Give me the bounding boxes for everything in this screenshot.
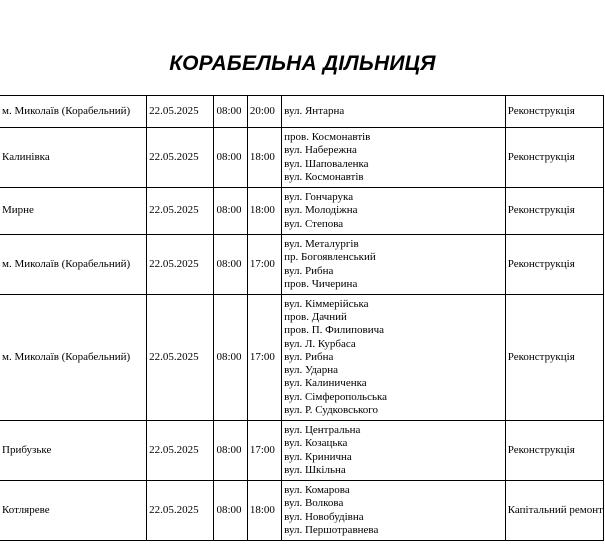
settlement-cell: Калинівка	[0, 128, 147, 188]
street-item: пров. Космонавтів	[284, 131, 371, 144]
date-cell: 22.05.2025	[147, 421, 214, 481]
street-item: вул. Рибна	[284, 264, 334, 277]
table-row	[0, 295, 604, 421]
date-cell: 22.05.2025	[147, 295, 214, 421]
streets-cell	[282, 295, 506, 421]
street-item: вул. Шаповаленка	[284, 157, 369, 170]
streets-cell	[282, 481, 506, 541]
end-time-cell: 18:00	[247, 188, 281, 235]
schedule-table	[0, 95, 604, 541]
end-time-cell: 20:00	[247, 96, 281, 128]
streets-cell	[282, 188, 506, 235]
street-item: вул. Волкова	[284, 497, 344, 510]
work-type-cell: Реконструкція	[505, 235, 603, 295]
table-row	[0, 481, 604, 541]
start-time-cell: 08:00	[214, 188, 247, 235]
end-time-cell: 17:00	[247, 295, 281, 421]
table-row	[0, 188, 604, 235]
streets-cell	[282, 235, 506, 295]
start-time-cell: 08:00	[214, 295, 247, 421]
table-row	[0, 235, 604, 295]
street-item: вул. Новобудівна	[284, 510, 364, 523]
settlement-cell: Прибузьке	[0, 421, 147, 481]
table-row	[0, 96, 604, 128]
street-item: вул. Металургів	[284, 238, 359, 251]
street-item: вул. Кіммерійська	[284, 298, 369, 311]
settlement-cell: м. Миколаїв (Корабельний)	[0, 96, 147, 128]
street-item: вул. Козацька	[284, 437, 348, 450]
start-time-cell: 08:00	[214, 128, 247, 188]
start-time-cell: 08:00	[214, 96, 247, 128]
street-item: вул. Л. Курбаса	[284, 337, 356, 350]
street-item: вул. Ударна	[284, 364, 338, 377]
street-item: вул. Першотравнева	[284, 523, 379, 536]
street-item: вул. Сімферопольська	[284, 390, 388, 403]
work-type-cell: Реконструкція	[505, 188, 603, 235]
date-cell: 22.05.2025	[147, 235, 214, 295]
streets-cell	[282, 96, 506, 128]
street-item: пров. Дачний	[284, 311, 347, 324]
street-item: вул. Центральна	[284, 424, 361, 437]
street-item: вул. Шкільна	[284, 463, 346, 476]
settlement-cell: Котляреве	[0, 481, 147, 541]
start-time-cell: 08:00	[214, 235, 247, 295]
work-type-cell: Реконструкція	[505, 295, 603, 421]
date-cell: 22.05.2025	[147, 481, 214, 541]
street-item: вул. Космонавтів	[284, 170, 364, 183]
date-cell: 22.05.2025	[147, 128, 214, 188]
work-type-cell: Капітальний ремонт	[505, 481, 603, 541]
start-time-cell: 08:00	[214, 421, 247, 481]
street-item: вул. Комарова	[284, 484, 350, 497]
street-item: вул. Набережна	[284, 144, 357, 157]
date-cell: 22.05.2025	[147, 96, 214, 128]
street-item: пр. Богоявленський	[284, 251, 376, 264]
street-item: вул. Кринична	[284, 450, 352, 463]
start-time-cell: 08:00	[214, 481, 247, 541]
street-item: вул. Гончарука	[284, 191, 354, 204]
settlement-cell: м. Миколаїв (Корабельний)	[0, 235, 147, 295]
table-row	[0, 128, 604, 188]
end-time-cell: 18:00	[247, 481, 281, 541]
end-time-cell: 18:00	[247, 128, 281, 188]
table-row	[0, 421, 604, 481]
streets-cell	[282, 128, 506, 188]
street-item: пров. Чичерина	[284, 277, 358, 290]
work-type-cell: Реконструкція	[505, 96, 603, 128]
settlement-cell: Мирне	[0, 188, 147, 235]
date-cell: 22.05.2025	[147, 188, 214, 235]
streets-cell	[282, 421, 506, 481]
end-time-cell: 17:00	[247, 235, 281, 295]
street-item: вул. Р. Судковського	[284, 403, 379, 416]
street-item: пров. П. Филиповича	[284, 324, 384, 337]
street-item: вул. Рибна	[284, 350, 334, 363]
work-type-cell: Реконструкція	[505, 128, 603, 188]
street-item: вул. Янтарна	[284, 104, 345, 117]
end-time-cell: 17:00	[247, 421, 281, 481]
schedule-table-body	[0, 96, 604, 541]
street-item: вул. Степова	[284, 217, 344, 230]
settlement-cell: м. Миколаїв (Корабельний)	[0, 295, 147, 421]
street-item: вул. Молодіжна	[284, 204, 358, 217]
work-type-cell: Реконструкція	[505, 421, 603, 481]
street-item: вул. Калиниченка	[284, 377, 367, 390]
page-title: КОРАБЕЛЬНА ДІЛЬНИЦЯ	[169, 52, 436, 75]
